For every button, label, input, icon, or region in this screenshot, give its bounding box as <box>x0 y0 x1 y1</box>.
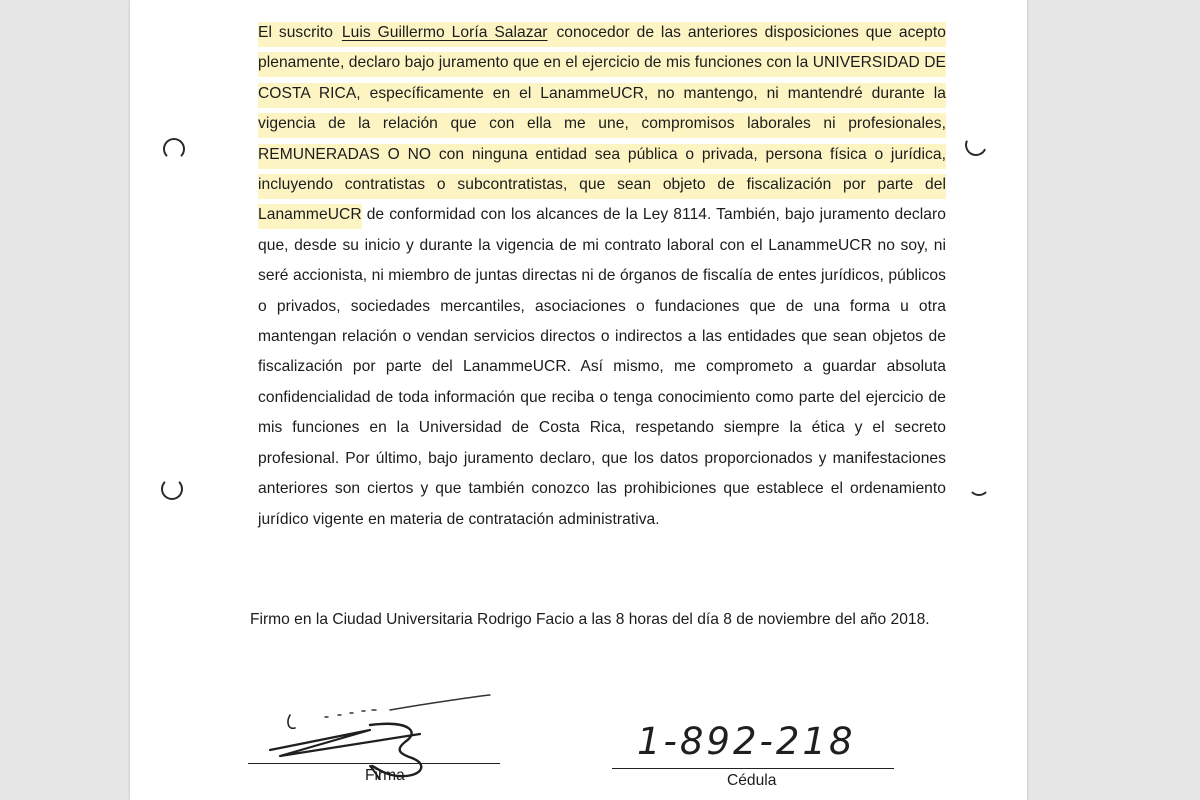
signer-name: Luis Guillermo Loría Salazar <box>341 24 548 41</box>
cedula-line <box>612 768 894 769</box>
paragraph-rest: de conformidad con los alcances de la Ley 8114. También, bajo juramento declaro que, desde su inicio y durante la vigencia de mi contrato laboral con el LanammeUCR no soy, ni seré accionista, ni miembro de juntas directas ni de órganos de fiscalía de entes jurídicos, públicos o privados, sociedades mercantiles, asociaciones o fundaciones que de una forma u otra mantengan relación o vendan servicios directos o indirectos a las entidades que sean objetos de fiscalización por parte del LanammeUCR. Así mismo, me comprometo a guardar absoluta confidencialidad de toda información que reciba o tenga conocimiento como parte del ejercicio de mis funciones en la Universidad de Costa Rica, respetando siempre la ética y el secreto profesional. Por último, bajo juramento declaro, que los datos proporcionados y manifestaciones anteriores son ciertos y que también conozco las prohibiciones que establece el ordenamiento jurídico vigente en materia de contratación administrativa. <box>258 206 946 528</box>
highlighted-passage <box>258 22 946 229</box>
cedula-value: 1-892-218 <box>637 720 856 763</box>
declaration-paragraph <box>258 18 946 535</box>
punch-hole-mark <box>962 131 990 159</box>
punch-hole-mark <box>968 474 990 496</box>
paragraph-intro: El suscrito <box>258 24 333 41</box>
punch-hole-mark <box>161 478 183 500</box>
document-page <box>130 0 1027 800</box>
firma-label: Firma <box>365 767 405 784</box>
punch-hole-mark <box>163 138 185 160</box>
cedula-label: Cédula <box>727 772 777 789</box>
signature-line <box>248 763 500 764</box>
cedula-handwritten <box>625 708 875 768</box>
highlighted-text: conocedor de las anteriores disposiciones que acepto plenamente, declaro bajo juramento que en el ejercicio de mis funciones con la UNIVERSIDAD DE COSTA RICA, específicamente en el LanammeUCR, no mantengo, ni mantendré durante la vigencia de la relación que con ella me une, compromisos laborales ni profesionales, REMUNERADAS O NO con ninguna entidad sea pública o privada, persona física o jurídica, incluyendo contratistas o subcontratistas, que sean objeto de fiscalización por parte del LanammeUCR <box>258 24 946 224</box>
closing-statement: Firmo en la Ciudad Universitaria Rodrigo Facio a las 8 horas del día 8 de noviembre del año 2018. <box>250 611 930 628</box>
